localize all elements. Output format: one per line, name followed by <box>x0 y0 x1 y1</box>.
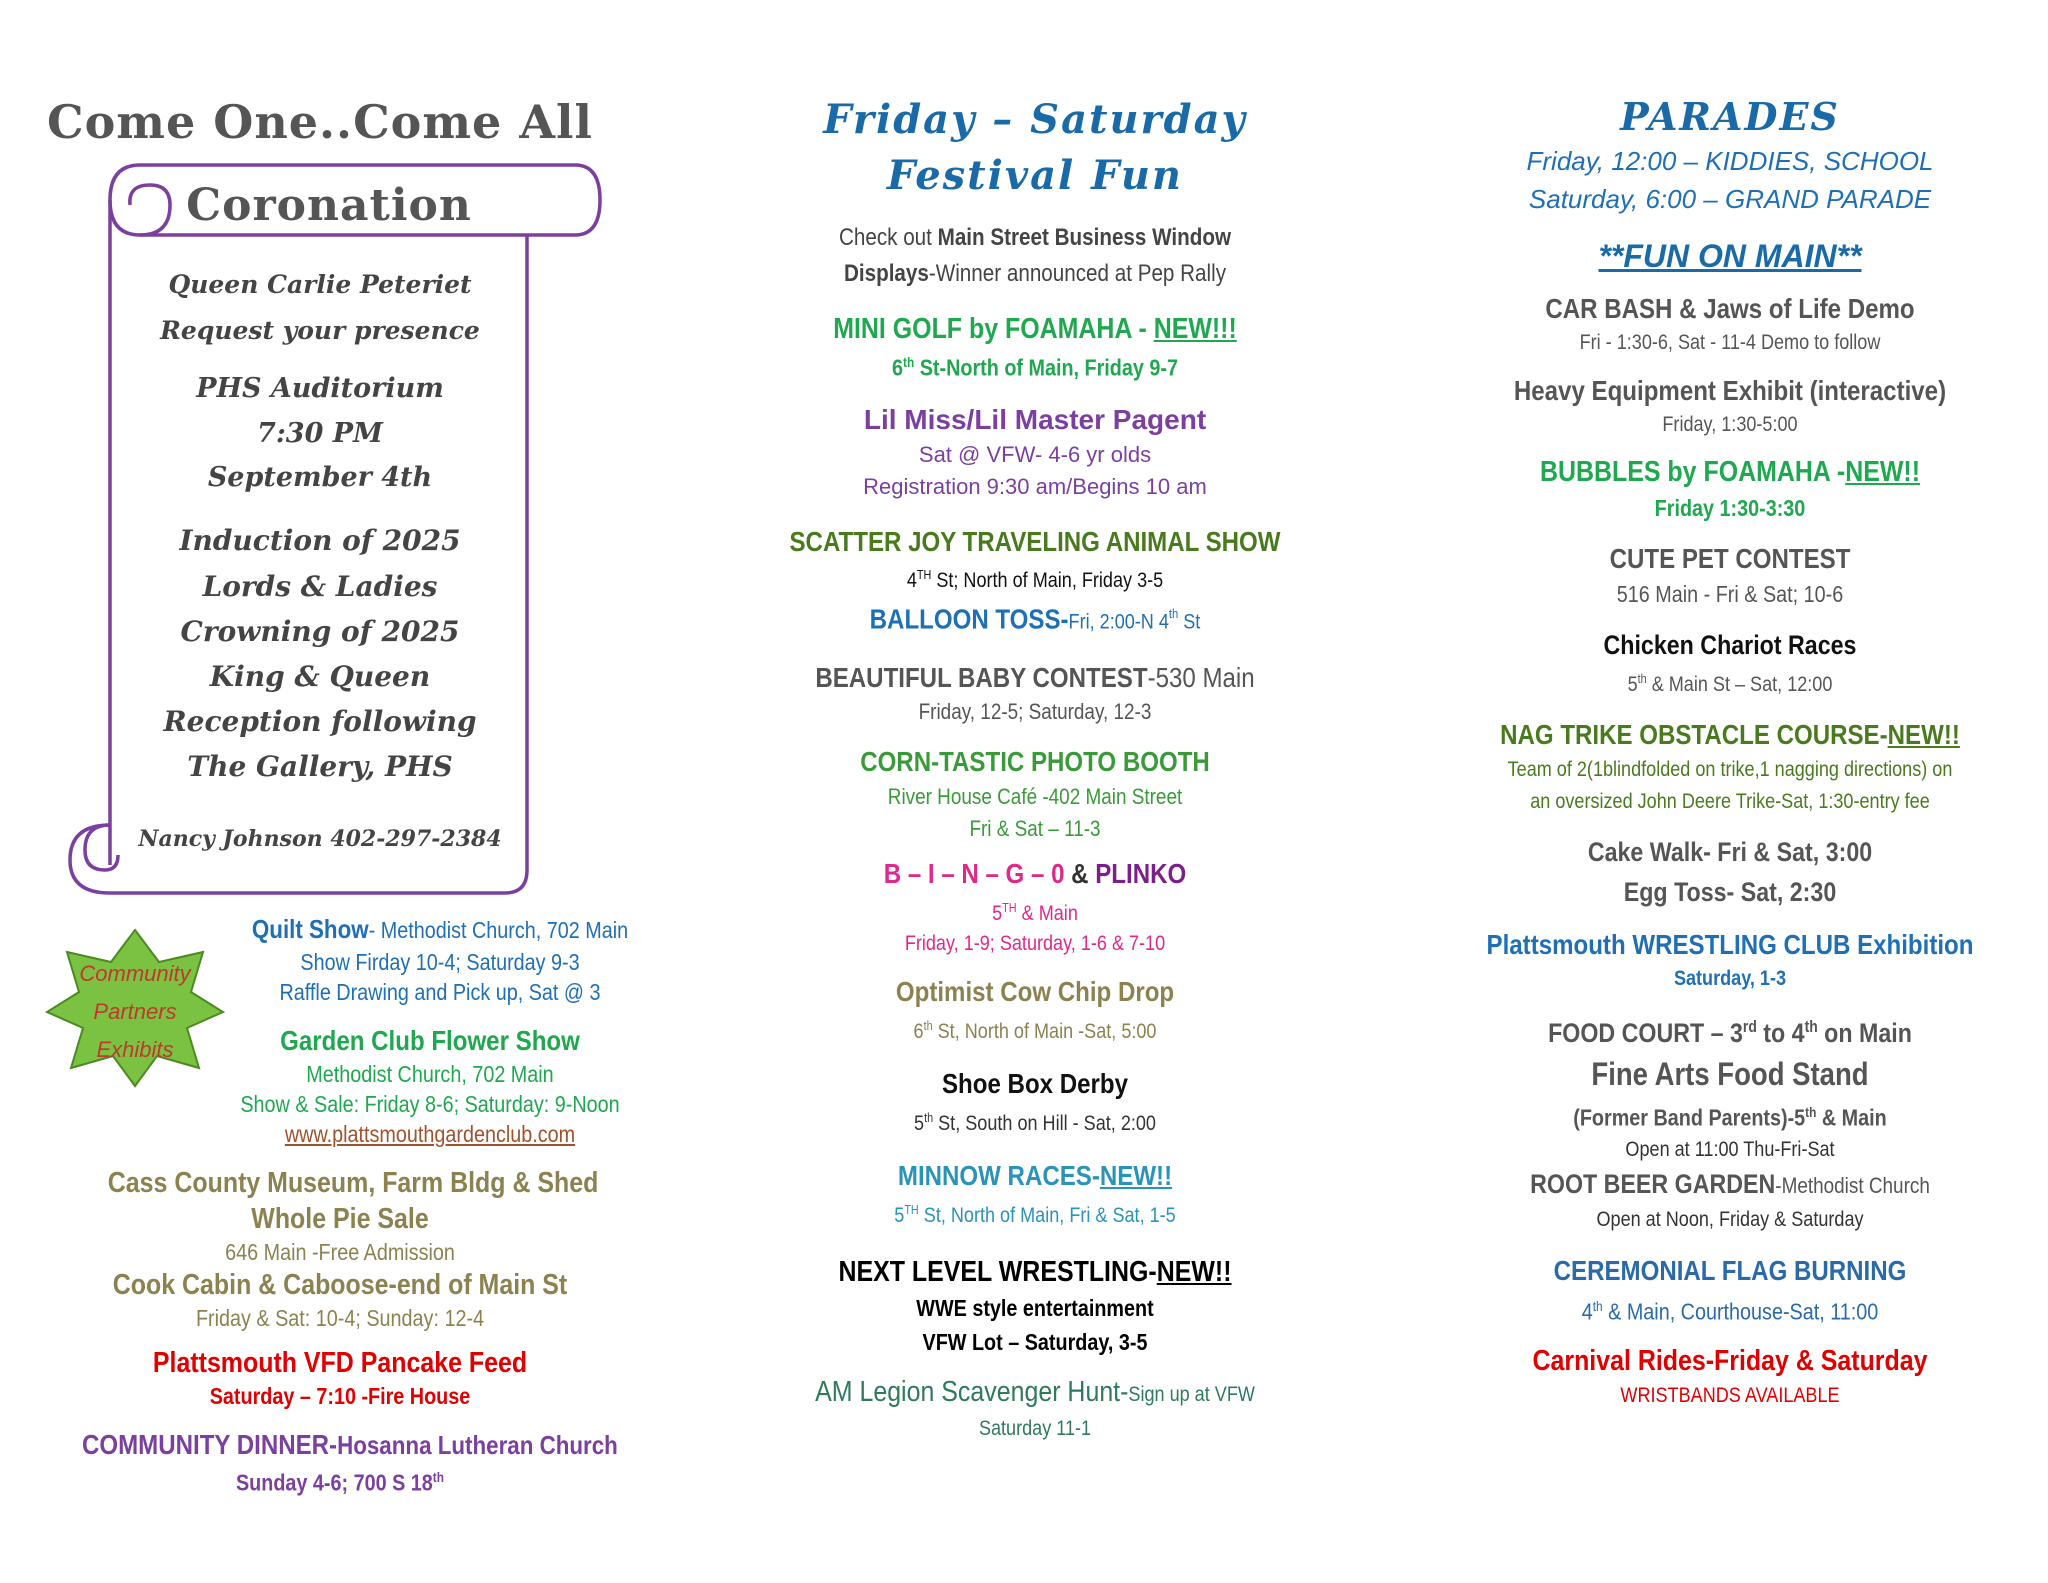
dinner-title <box>82 1427 618 1463</box>
shoe-sup: th <box>924 1110 934 1125</box>
legion-signup: Sign up at VFW <box>1128 1382 1255 1406</box>
dinner-church: Hosanna Lutheran Church <box>337 1430 618 1460</box>
animal-loc-b: St; North of Main, Friday 3-5 <box>931 568 1164 592</box>
window-displays-line2 <box>777 256 1293 292</box>
nag-trike-details: Team of 2(1blindfolded on trike,1 nagging directions) on <box>1507 758 1953 781</box>
dinner-time-text: Sunday 4-6; 700 S 18 <box>235 1469 433 1496</box>
coronation-line: Reception following <box>163 705 477 738</box>
coronation-line: King & Queen <box>209 660 431 693</box>
minnow-loc-b: St, North of Main, Fri & Sat, 1-5 <box>918 1203 1176 1227</box>
cake-walk: Cake Walk- Fri & Sat, 3:00 <box>1587 837 1873 867</box>
dinner-title-text: COMMUNITY DINNER- <box>82 1429 338 1460</box>
minnow-loc-a: 5 <box>894 1203 905 1227</box>
photo-booth-location: River House Café -402 Main Street <box>887 783 1183 809</box>
animal-sup: TH <box>916 567 932 582</box>
nag-title-text: NAG TRIKE OBSTACLE COURSE- <box>1500 719 1888 750</box>
fun-on-main-heading: **FUN ON MAIN** <box>1598 238 1862 274</box>
garden-website-link[interactable]: www.plattsmouthgardenclub.com <box>284 1121 576 1147</box>
bingo-location <box>777 893 1293 929</box>
vfd-time: Saturday – 7:10 -Fire House <box>209 1383 471 1409</box>
quilt-raffle: Raffle Drawing and Pick up, Sat @ 3 <box>279 979 601 1005</box>
egg-toss: Egg Toss- Sat, 2:30 <box>1623 877 1837 907</box>
cow-chip-location <box>777 1011 1293 1047</box>
right-column <box>1430 92 2030 1411</box>
minnow-sup: TH <box>904 1202 919 1217</box>
root-beer-title: ROOT BEER GARDEN <box>1530 1168 1776 1199</box>
balloon-sup: th <box>1168 605 1179 621</box>
dinner-sup: th <box>432 1470 445 1485</box>
cow-loc-b: St, North of Main -Sat, 5:00 <box>932 1019 1157 1043</box>
flag-sup: th <box>1592 1298 1603 1314</box>
quilt-location: - Methodist Church, 702 Main <box>368 917 629 943</box>
left-column <box>40 95 640 149</box>
photo-booth-title: CORN-TASTIC PHOTO BOOTH <box>860 745 1210 777</box>
coronation-title: Coronation <box>186 180 472 231</box>
displays-bold: Displays <box>843 260 929 287</box>
balloon-toss <box>777 595 1293 641</box>
root-beer-garden <box>1472 1165 1988 1205</box>
pageant-registration: Registration 9:30 am/Begins 10 am <box>863 473 1207 499</box>
chariot-b: & Main St – Sat, 12:00 <box>1646 673 1833 696</box>
cass-county-museum <box>70 1165 610 1333</box>
animal-loc-a: 4 <box>906 568 917 592</box>
scroll-content <box>110 180 530 231</box>
scavenger-hunt-title <box>777 1373 1293 1414</box>
coronation-line: The Gallery, PHS <box>187 750 453 783</box>
coronation-line: Crowning of 2025 <box>180 615 460 648</box>
nag-trike-details-2: an oversized John Deere Trike-Sat, 1:30-entry fee <box>1530 790 1930 813</box>
band-a: (Former Band Parents)-5 <box>1573 1104 1806 1131</box>
badge-line: Community <box>79 961 191 986</box>
wristbands-text: WRISTBANDS AVAILABLE <box>1620 1384 1840 1408</box>
car-bash-hours: Fri - 1:30-6, Sat - 11-4 Demo to follow <box>1579 331 1881 354</box>
golf-title-text: MINI GOLF by FOAMAHA - <box>833 313 1154 345</box>
coronation-line: 7:30 PM <box>257 418 383 449</box>
fine-arts-food-stand: Fine Arts Food Stand <box>1591 1056 1869 1092</box>
festival-heading-line2: Festival Fun <box>887 152 1183 199</box>
come-one-heading: Come One..Come All <box>47 95 593 149</box>
museum-title: Cass County Museum, Farm Bldg & Shed <box>107 1167 599 1199</box>
balloon-st: St <box>1178 609 1201 633</box>
carnival-title: Carnival Rides-Friday & Saturday <box>1532 1345 1928 1378</box>
photo-booth-hours: Fri & Sat – 11-3 <box>969 815 1101 841</box>
cow-chip-title: Optimist Cow Chip Drop <box>895 975 1175 1007</box>
bingo-text: B – I – N – G – 0 <box>883 857 1065 889</box>
shoe-box-location <box>777 1103 1293 1139</box>
food-sup1: rd <box>1742 1018 1757 1036</box>
mini-golf-title <box>777 310 1293 348</box>
food-b: to 4 <box>1756 1018 1805 1048</box>
parade-friday: Friday, 12:00 – KIDDIES, SCHOOL <box>1526 146 1934 176</box>
shoe-box-title: Shoe Box Derby <box>941 1067 1129 1099</box>
bingo-amp: & <box>1064 857 1096 889</box>
baby-title-text: BEAUTIFUL BABY CONTEST <box>815 661 1148 693</box>
cow-sup: th <box>923 1018 933 1033</box>
baby-hours: Friday, 12-5; Saturday, 12-3 <box>918 698 1152 724</box>
parades-heading: PARADES <box>1620 94 1840 139</box>
bingo-hours: Friday, 1-9; Saturday, 1-6 & 7-10 <box>904 931 1166 955</box>
band-parents <box>1472 1096 1988 1135</box>
middle-column <box>735 92 1335 1444</box>
coronation-line: Request your presence <box>160 316 480 345</box>
golf-loc-b: St-North of Main, Friday 9-7 <box>914 354 1178 381</box>
pageant-details: Sat @ VFW- 4-6 yr olds <box>918 441 1152 467</box>
nag-new-badge: NEW!! <box>1887 719 1960 750</box>
festival-heading-line1: Friday – Saturday <box>823 96 1247 143</box>
coronation-line: Induction of 2025 <box>179 524 461 557</box>
wrestling-title <box>777 1253 1293 1291</box>
quilt-hours: Show Firday 10-4; Saturday 9-3 <box>300 949 580 975</box>
dinner-time <box>82 1463 598 1498</box>
quilt-title-text: Quilt Show <box>251 914 369 944</box>
food-stand-hours: Open at 11:00 Thu-Fri-Sat <box>1625 1137 1835 1161</box>
garden-title: Garden Club Flower Show <box>280 1025 580 1056</box>
bingo-loc-b: & Main <box>1016 901 1078 925</box>
window-bold: Main Street Business Window <box>937 224 1232 251</box>
band-sup: th <box>1805 1105 1817 1120</box>
food-a: FOOD COURT – 3 <box>1548 1018 1743 1048</box>
balloon-time: Fri, 2:00-N 4 <box>1068 609 1169 633</box>
baby-contest-title <box>777 659 1293 697</box>
cow-loc-a: 6 <box>913 1019 924 1043</box>
baby-location: -530 Main <box>1147 661 1255 693</box>
minnow-title-text: MINNOW RACES- <box>897 1159 1100 1191</box>
coronation-line: Queen Carlie Peteriet <box>168 270 472 299</box>
food-c: on Main <box>1817 1018 1912 1048</box>
golf-new-badge: NEW!!! <box>1153 313 1237 345</box>
quilt-title <box>225 912 655 947</box>
pie-sale: Whole Pie Sale <box>251 1203 429 1235</box>
chariot-a: 5 <box>1627 673 1638 696</box>
shoe-loc-a: 5 <box>914 1111 925 1135</box>
car-bash-title: CAR BASH & Jaws of Life Demo <box>1545 293 1915 324</box>
minnow-races-title <box>777 1157 1293 1195</box>
minnow-location <box>777 1195 1293 1231</box>
chariot-races-title: Chicken Chariot Races <box>1603 630 1857 660</box>
animal-show-title: SCATTER JOY TRAVELING ANIMAL SHOW <box>789 525 1281 557</box>
window-text: Check out <box>838 224 938 251</box>
vfd-title: Plattsmouth VFD Pancake Feed <box>152 1347 528 1379</box>
garden-club <box>180 1023 680 1149</box>
flag-b: & Main, Courthouse-Sat, 11:00 <box>1602 1298 1879 1325</box>
bingo-sup: TH <box>1002 900 1017 915</box>
badge-line: Partners <box>93 999 177 1024</box>
scavenger-time: Saturday 11-1 <box>978 1416 1092 1440</box>
parade-saturday: Saturday, 6:00 – GRAND PARADE <box>1528 184 1932 214</box>
wrestle-new-badge: NEW!! <box>1156 1255 1232 1288</box>
contact-line: Nancy Johnson 402-297-2384 <box>138 826 502 852</box>
pageant-title: Lil Miss/Lil Master Pagent <box>863 403 1207 435</box>
window-displays-line1 <box>777 220 1293 256</box>
bingo-loc-a: 5 <box>992 901 1003 925</box>
bubbles-hours: Friday 1:30-3:30 <box>1654 495 1806 521</box>
animal-show-location <box>777 561 1293 595</box>
shoe-loc-b: St, South on Hill - Sat, 2:00 <box>933 1111 1156 1135</box>
wrestling-club-time: Saturday, 1-3 <box>1673 967 1787 990</box>
band-b: & Main <box>1816 1104 1887 1131</box>
balloon-title: BALLOON TOSS- <box>869 602 1069 634</box>
mini-golf-location <box>777 348 1293 383</box>
minnow-new-badge: NEW!! <box>1099 1159 1173 1191</box>
food-sup2: th <box>1804 1018 1818 1036</box>
bubbles-title-text: BUBBLES by FOAMAHA - <box>1539 456 1846 488</box>
pep-rally-text: -Winner announced at Pep Rally <box>928 260 1227 287</box>
wrestling-style: WWE style entertainment <box>916 1294 1154 1321</box>
bingo-plinko-title <box>777 855 1293 893</box>
plinko-text: PLINKO <box>1095 857 1187 889</box>
golf-loc-a: 6 <box>892 354 904 381</box>
community-dinner <box>40 1427 640 1498</box>
food-court-title <box>1472 1008 1988 1052</box>
legion-title-text: AM Legion Scavenger Hunt- <box>815 1375 1129 1408</box>
bubbles-new-badge: NEW!! <box>1845 456 1921 488</box>
flag-burning-details <box>1472 1291 1988 1328</box>
museum-address: 646 Main -Free Admission <box>225 1239 455 1265</box>
museum-hours: Friday & Sat: 10-4; Sunday: 12-4 <box>195 1305 485 1331</box>
wrestle-title-text: NEXT LEVEL WRESTLING- <box>838 1255 1157 1288</box>
coronation-line: Lords & Ladies <box>202 570 438 603</box>
pet-contest-title: CUTE PET CONTEST <box>1609 543 1851 574</box>
chariot-sup: th <box>1637 672 1647 686</box>
heavy-equipment-title: Heavy Equipment Exhibit (interactive) <box>1513 375 1947 406</box>
bubbles-title <box>1472 452 1988 492</box>
root-beer-hours: Open at Noon, Friday & Saturday <box>1596 1207 1864 1231</box>
nag-trike-title <box>1472 716 1988 754</box>
chariot-races-details <box>1472 664 1988 700</box>
heavy-equipment-hours: Friday, 1:30-5:00 <box>1662 413 1798 436</box>
garden-location: Methodist Church, 702 Main <box>306 1061 554 1087</box>
quilt-show <box>190 912 690 1007</box>
garden-hours: Show & Sale: Friday 8-6; Saturday: 9-Noon <box>240 1091 620 1117</box>
flag-burning-title: CEREMONIAL FLAG BURNING <box>1553 1254 1907 1286</box>
wrestling-club-title: Plattsmouth WRESTLING CLUB Exhibition <box>1486 929 1974 960</box>
pet-contest-details: 516 Main - Fri & Sat; 10-6 <box>1616 581 1844 607</box>
badge-line: Exhibits <box>96 1037 174 1062</box>
vfd-pancake-feed <box>70 1345 610 1411</box>
wrestling-time: VFW Lot – Saturday, 3-5 <box>922 1328 1148 1355</box>
flag-a: 4 <box>1581 1298 1593 1325</box>
coronation-line: PHS Auditorium <box>196 373 444 404</box>
golf-sup: th <box>903 355 915 370</box>
coronation-line: September 4th <box>207 462 433 493</box>
root-beer-location: -Methodist Church <box>1775 1172 1930 1198</box>
cook-cabin: Cook Cabin & Caboose-end of Main St <box>112 1269 568 1301</box>
coronation-details <box>110 262 530 859</box>
